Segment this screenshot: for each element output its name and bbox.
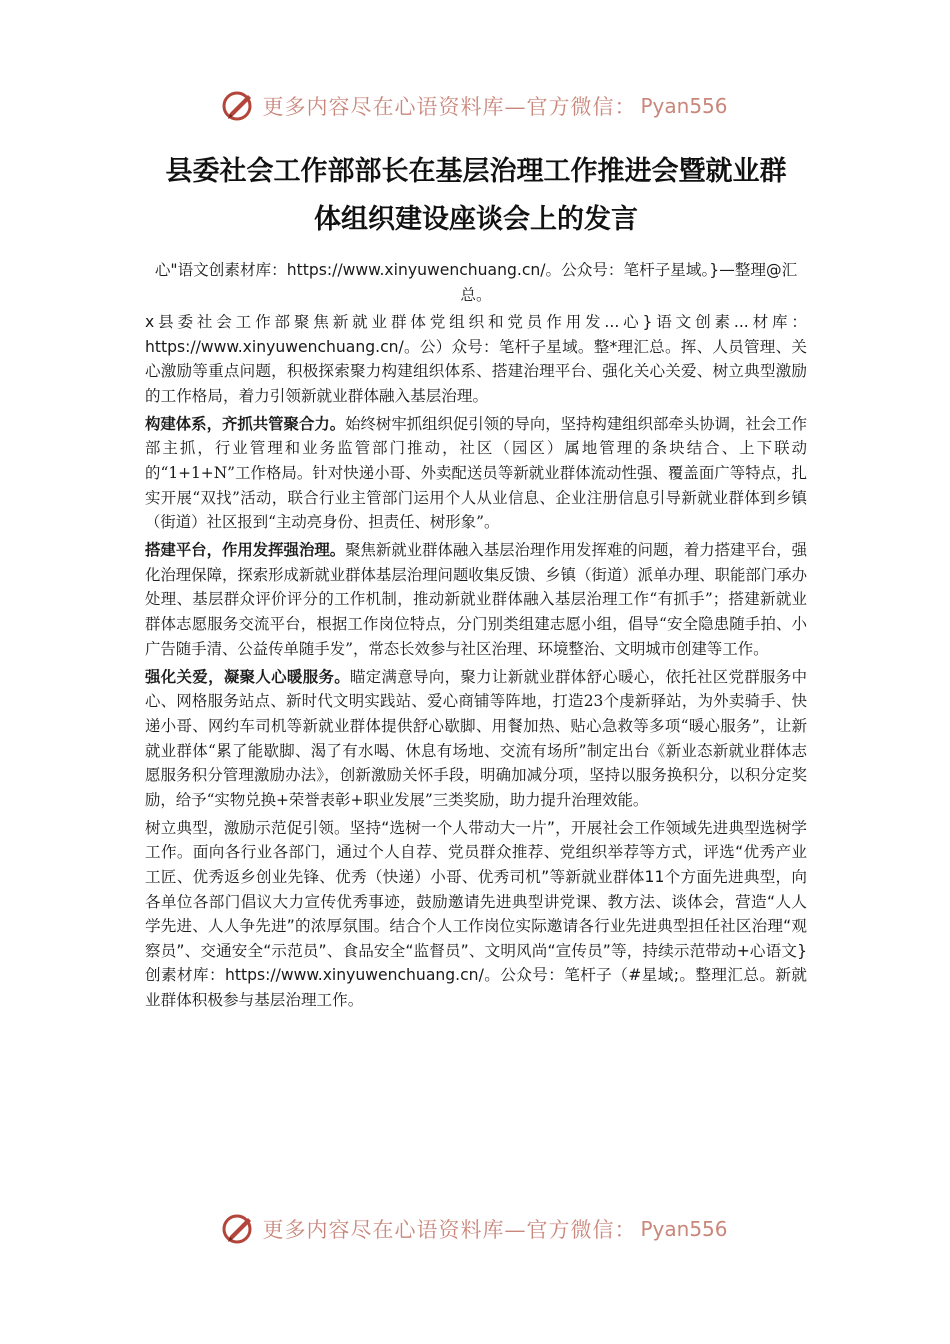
section-paragraph-1 (145, 412, 807, 536)
document-title (145, 148, 807, 244)
footer-watermark-banner (0, 1207, 950, 1251)
header-watermark-banner (0, 84, 950, 128)
banner-text: 更多内容尽在心语资料库—官方微信： (262, 95, 637, 119)
intro-paragraph: x县委社会工作部聚焦新就业群体党组织和党员作用发...心}语文创素...材库：https://www.xinyuwenchuang.cn/。公）众号：笔杆子星域。整*理汇总。挥、人员管理、关心激励等重点问题，积极探索聚力构建组织体系、搭建治理平台、强化关心关爱、树立典型激励的工作格局，着力引领新就业群体融入基层治理。 (145, 313, 807, 405)
pen-logo-icon (222, 1212, 256, 1246)
closing-paragraph: 树立典型，激励示范促引领。坚持“选树一个人带动大一片”，开展社会工作领域先进典型选树学工作。面向各行业各部门，通过个人自荐、党员群众推荐、党组织举荐等方式，评选“优秀产业工匠、优秀返乡创业先锋、优秀（快递）小哥、优秀司机”等新就业群体11个方面先进典型，向各单位各部门倡议大力宣传优秀事迹，鼓励邀请先进典型讲党课、教方法、谈体会，营造“人人学先进、人人争先进”的浓厚氛围。结合个人工作岗位实际邀请各行业先进典型担任社区治理“观察员”、交通安全“示范员”、食品安全“监督员”、文明风尚“宣传员”等，持续示范带动+心语文}创素材库：https://www.xinyuwenchuang.cn/。公众号：笔杆子（#星域;。整理汇总。新就业群体积极参与基层治理工作。 (145, 818, 807, 1009)
section-heading-1: 构建体系，齐抓共管聚合力。 (145, 414, 346, 433)
banner-wechat-id: Pyan556 (640, 94, 728, 118)
section-body-3: 瞄定满意导向，聚力让新就业群体舒心暖心，依托社区党群服务中心、网格服务站点、新时代文明实践站、爱心商铺等阵地，打造23个虔新驿站，为外卖骑手、快递小哥、网约车司机等新就业群体提供舒心歇脚、用餐加热、贴心急救等多项“暖心服务”，让新就业群体“累了能歇脚、渴了有水喝、休息有场地、交流有场所”制定出台《新业态新就业群体志愿服务积分管理激励办法》，创新激励关怀手段，明确加减分项，坚持以服务换积分，以积分定奖励，给予“实物兑换+荣誉表彰+职业发展”三类奖励，助力提升治理效能。 (145, 667, 807, 810)
section-paragraph-2 (145, 538, 807, 662)
banner-text: 更多内容尽在心语资料库—官方微信： (262, 1218, 637, 1242)
section-heading-2: 搭建平台，作用发挥强治理。 (145, 541, 346, 560)
section-heading-3: 强化关爱，凝聚人心暖服务。 (145, 667, 351, 686)
pen-logo-icon (222, 89, 256, 123)
source-note: 心"语文创素材库：https://www.xinyuwenchuang.cn/。公众号：笔杆子星域。}—整理@汇总。 (154, 261, 798, 304)
section-body-1: 始终树牢抓组织促引领的导向，坚持构建组织部牵头协调，社会工作部主抓，行业管理和业务监管部门推动，社区（园区）属地管理的条块结合、上下联动的“1+1+N”工作格局。针对快递小哥、外卖配送员等新就业群体流动性强、覆盖面广等特点，扎实开展“双找”活动，联合行业主管部门运用个人从业信息、企业注册信息引导新就业群体到乡镇（街道）社区报到“主动亮身份、担责任、树形象”。 (145, 414, 807, 532)
title-line-1: 县委社会工作部部长在基层治理工作推进会暨就业群 (165, 156, 787, 187)
title-line-2: 体组织建设座谈会上的发言 (314, 204, 638, 235)
document-body (145, 148, 807, 1013)
section-body-2: 聚焦新就业群体融入基层治理作用发挥难的问题，着力搭建平台，强化治理保障，探索形成新就业群体基层治理问题收集反馈、乡镇（街道）派单办理、职能部门承办处理、基层群众评价评分的工作机制，推动新就业群体融入基层治理工作“有抓手”；搭建新就业群体志愿服务交流平台，根据工作岗位特点，分门别类组建志愿小组，倡导“安全隐患随手拍、小广告随手清、公益传单随手发”，常态长效参与社区治理、环境整治、文明城市创建等工作。 (145, 541, 807, 658)
section-paragraph-3 (145, 665, 807, 813)
banner-wechat-id: Pyan556 (640, 1217, 728, 1241)
